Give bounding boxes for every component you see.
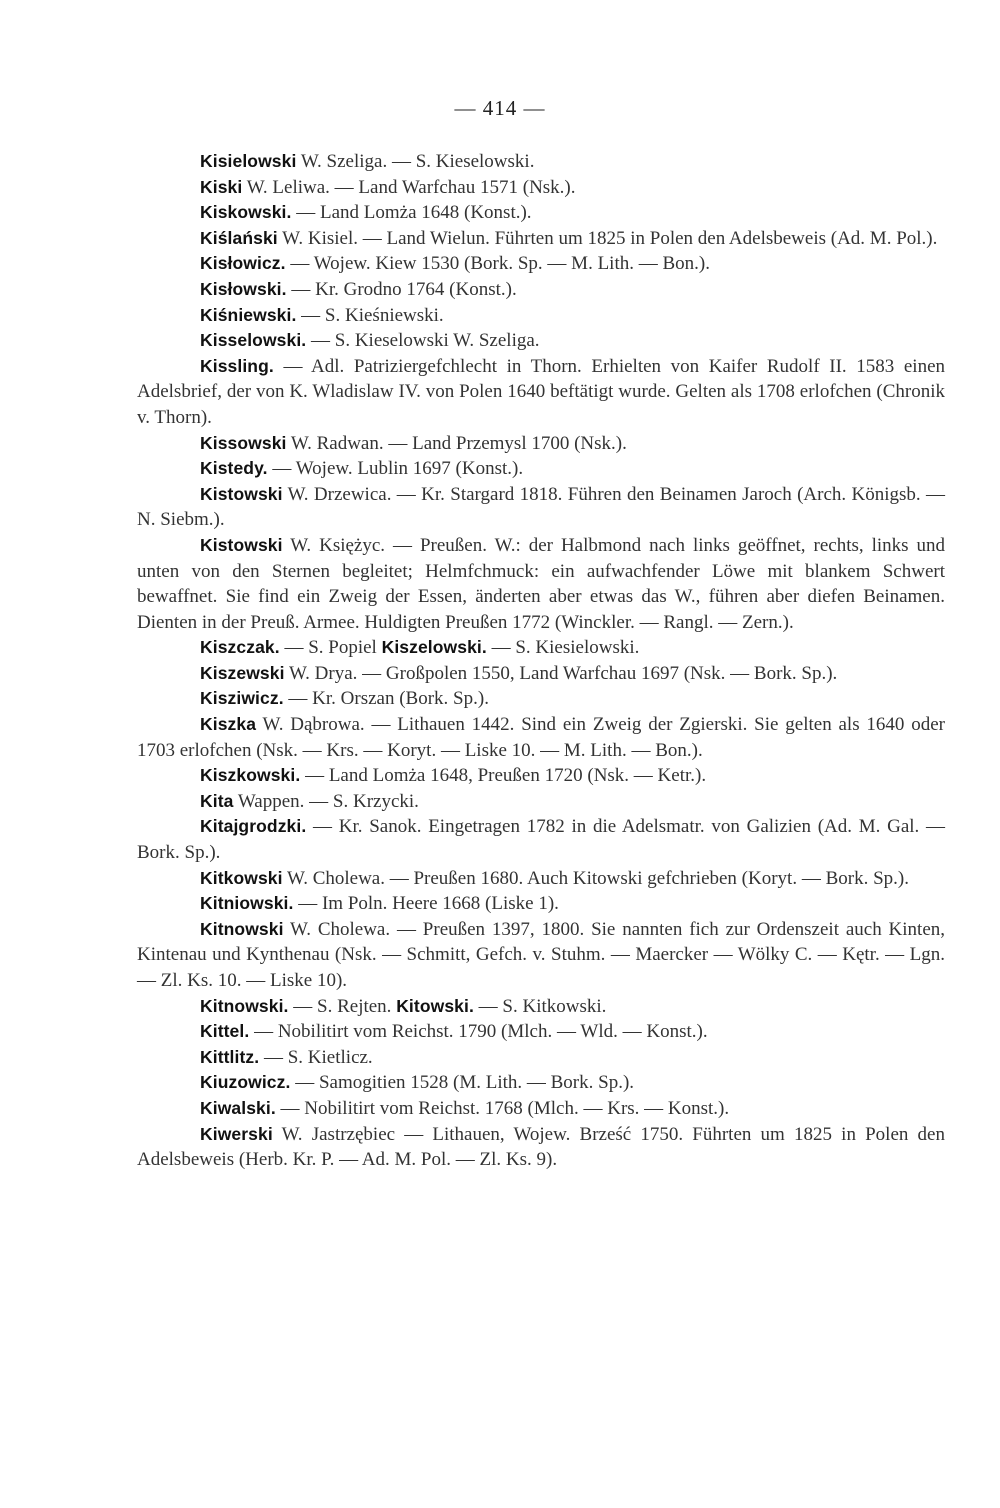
entry-headword: Kiuzowicz. <box>200 1072 291 1093</box>
entry-headword: Kitnowski. <box>200 995 289 1016</box>
entry-text: — S. Kiesielowski. <box>486 637 640 659</box>
entry-text: — Wojew. Lublin 1697 (Konst.). <box>267 458 524 480</box>
entry <box>137 866 945 892</box>
entry <box>137 328 945 354</box>
entry-text: — Nobilitirt vom Reichst. 1790 (Mlch. — Wld. — Konst.). <box>249 1021 708 1043</box>
entry-text: — S. Kietlicz. <box>259 1046 373 1068</box>
entry-headword: Kissling. <box>200 355 274 376</box>
entry <box>137 456 945 482</box>
entry <box>137 789 945 815</box>
entry-text: Wappen. — S. Krzycki. <box>233 790 419 812</box>
entry-headword: Kittlitz. <box>200 1046 260 1067</box>
entry-text: W. Kisiel. — Land Wielun. Führten um 1825 in Polen den Adelsbeweis (Ad. M. Pol.). <box>277 227 938 249</box>
entry-headword: Kiszelowski. <box>381 637 487 658</box>
entry-text: — Im Poln. Heere 1668 (Liske 1). <box>293 893 559 915</box>
entry-headword: Kiszkowski. <box>200 765 301 786</box>
entry-headword: Kisziwicz. <box>200 688 284 709</box>
entry <box>137 1096 945 1122</box>
entry-text: W. Cholewa. — Preußen 1680. Auch Kitowski gefchrieben (Koryt. — Bork. Sp.). <box>282 867 909 889</box>
entry <box>137 226 945 252</box>
entry-text: — Samogitien 1528 (M. Lith. — Bork. Sp.). <box>290 1072 635 1094</box>
entry <box>137 686 945 712</box>
entry-headword: Kissowski <box>200 432 287 453</box>
entry-text: — Kr. Grodno 1764 (Konst.). <box>286 278 517 300</box>
entry-text: W. Cholewa. — Preußen 1397, 1800. Sie nannten fich zur Ordenszeit auch Kinten, Kintenau und Kynthenau (Nsk. — Schmitt, Gefch. v. Stuhm. — Maercker — Wölky C. — Kętr. — Lgn. — Zl. Ks. 10. — Liske 10). <box>137 918 945 991</box>
entry-text: — Wojew. Kiew 1530 (Bork. Sp. — M. Lith. — Bon.). <box>285 253 710 275</box>
entry-headword: Kiszka <box>200 714 257 735</box>
entry <box>137 763 945 789</box>
entry-text: — Adl. Patriziergefchlecht in Thorn. Erhielten von Kaifer Rudolf II. 1583 einen Adelsbrief, der von K. Wladislaw IV. von Polen 1640 beftätigt wurde. Gelten als 1708 erlofchen (Chronik v. Thorn). <box>137 355 945 428</box>
entry-headword: Kitnowski <box>200 918 284 939</box>
entry-headword: Kiskowski. <box>200 202 292 223</box>
entry-text: W. Księżyc. — Preußen. W.: der Halbmond nach links geöffnet, rechts, links und unten von den Sternen begleitet; Helmfchmuck: ein aufwachfender Löwe mit blankem Schwert bewaffnet. Sie find ein Zweig der Essen, änderten aber etwas das W., führen aber diefen Beinamen. Dienten in der Preuß. Armee. Huldigten Preußen 1772 (Winckler. — Rangl. — Zern.). <box>137 534 945 633</box>
entry-headword: Kiszewski <box>200 662 285 683</box>
entry-headword: Kita <box>200 790 234 811</box>
entry <box>137 303 945 329</box>
entry <box>137 200 945 226</box>
entry <box>137 891 945 917</box>
entry-headword: Kistedy. <box>200 458 268 479</box>
entry-headword: Kiwerski <box>200 1123 273 1144</box>
entry-text: W. Radwan. — Land Przemysl 1700 (Nsk.). <box>286 432 627 454</box>
entry-text: — S. Rejten. <box>288 995 397 1017</box>
entry-headword: Kitkowski <box>200 867 283 888</box>
entry-headword: Kisłowski. <box>200 278 287 299</box>
entry-headword: Kisselowski. <box>200 330 307 351</box>
entry-text: W. Dąbrowa. — Lithauen 1442. Sind ein Zweig der Zgierski. Sie gelten als 1640 oder 1703 erlofchen (Nsk. — Krs. — Koryt. — Liske 10. — M. Lith. — Bon.). <box>137 714 945 761</box>
entry <box>137 1070 945 1096</box>
entry-text: — Nobilitirt vom Reichst. 1768 (Mlch. — Krs. — Konst.). <box>275 1097 730 1119</box>
entry <box>137 277 945 303</box>
entry-headword: Kiski <box>200 176 243 197</box>
entry <box>137 354 945 431</box>
entry <box>137 482 945 533</box>
page-number: — 414 — <box>454 96 546 120</box>
entry-text: — Land Lomża 1648 (Konst.). <box>291 202 532 224</box>
entry <box>137 661 945 687</box>
entry-text: W. Jastrzębiec — Lithauen, Wojew. Brześć 1750. Führten um 1825 in Polen den Adelsbeweis (Herb. Kr. P. — Ad. M. Pol. — Zl. Ks. 9). <box>137 1123 945 1171</box>
entry-headword: Kitowski. <box>396 995 474 1016</box>
entry-headword: Kitniowski. <box>200 893 294 914</box>
entry-headword: Kistowski <box>200 534 283 555</box>
entry-text: — S. Kitkowski. <box>473 995 607 1017</box>
entry-text: W. Drya. — Großpolen 1550, Land Warfchau 1697 (Nsk. — Bork. Sp.). <box>284 662 838 684</box>
dictionary-entries <box>137 149 945 1173</box>
entry-text: — S. Kieselowski W. Szeliga. <box>306 330 540 352</box>
entry <box>137 175 945 201</box>
entry-headword: Kitajgrodzki. <box>200 816 307 837</box>
entry-text: — Kr. Orszan (Bork. Sp.). <box>283 688 489 710</box>
entry-headword: Kiszczak. <box>200 637 280 658</box>
entry <box>137 1045 945 1071</box>
entry-text: W. Drzewica. — Kr. Stargard 1818. Führen den Beinamen Jaroch (Arch. Königsb. — N. Siebm.). <box>137 483 945 531</box>
entry-headword: Kiślański <box>200 227 278 248</box>
entry <box>137 533 945 635</box>
entry <box>137 814 945 865</box>
entry <box>137 149 945 175</box>
entry-headword: Kiwalski. <box>200 1097 276 1118</box>
entry-headword: Kiśniewski. <box>200 304 297 325</box>
entry-text: — S. Popiel <box>279 637 382 659</box>
entry <box>137 251 945 277</box>
entry <box>137 994 945 1020</box>
entry-text: W. Szeliga. — S. Kieselowski. <box>296 151 535 172</box>
entry-headword: Kistowski <box>200 483 283 504</box>
entry <box>137 712 945 763</box>
entry-text: W. Leliwa. — Land Warfchau 1571 (Nsk.). <box>242 176 576 198</box>
entry <box>137 431 945 457</box>
entry-text: — S. Kieśniewski. <box>296 304 444 326</box>
entry-headword: Kisłowicz. <box>200 253 286 274</box>
entry <box>137 1019 945 1045</box>
entry-headword: Kittel. <box>200 1021 250 1042</box>
entry <box>137 635 945 661</box>
entry <box>137 1122 945 1173</box>
entry-headword: Kisielowski <box>200 151 297 171</box>
entry <box>137 917 945 994</box>
entry-text: — Kr. Sanok. Eingetragen 1782 in die Adelsmatr. von Galizien (Ad. M. Gal. — Bork. Sp.). <box>137 816 945 864</box>
entry-text: — Land Lomża 1648, Preußen 1720 (Nsk. — Ketr.). <box>300 765 707 787</box>
